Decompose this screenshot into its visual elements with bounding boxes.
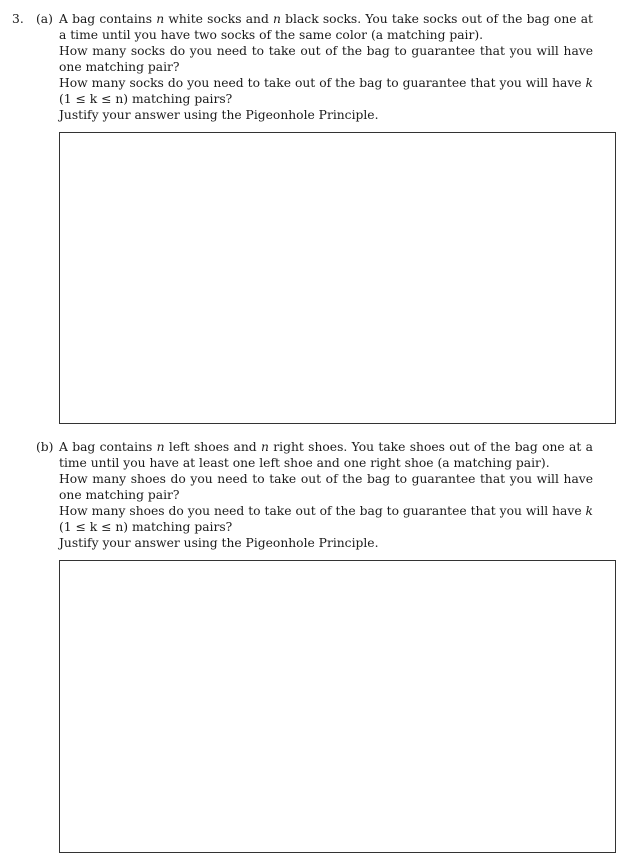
part-b-justify: Justify your answer using the Pigeonhole Principle. — [59, 536, 379, 550]
part-a-justify: Justify your answer using the Pigeonhole Principle. — [59, 108, 379, 122]
part-b-question-one: How many shoes do you need to take out of the bag to guarantee that you will have one matching pair? — [59, 472, 593, 502]
part-a-question-one: How many socks do you need to take out of the bag to guarantee that you will have one matching pair? — [59, 44, 593, 74]
part-a-statement: A bag contains n white socks and n black socks. You take socks out of the bag one at a time until you have two socks of the same color (a matching pair). — [59, 12, 594, 42]
question-number: 3. — [12, 12, 24, 26]
part-a-text — [59, 11, 593, 123]
answer-box-a[interactable] — [59, 132, 616, 424]
part-a-label: (a) — [36, 12, 53, 26]
part-b-statement: A bag contains n left shoes and n right shoes. You take shoes out of the bag one at a time until you have at least one left shoe and one right shoe (a matching pair). — [59, 440, 594, 470]
part-b-question-two: How many shoes do you need to take out of the bag to guarantee that you will have k (1 ≤ k ≤ n) matching pairs? — [59, 504, 593, 534]
part-a-question-two: How many socks do you need to take out of the bag to guarantee that you will have k (1 ≤ k ≤ n) matching pairs? — [59, 76, 593, 106]
answer-box-b[interactable] — [59, 560, 616, 853]
part-b-label: (b) — [36, 440, 54, 454]
part-b-text — [59, 439, 593, 551]
